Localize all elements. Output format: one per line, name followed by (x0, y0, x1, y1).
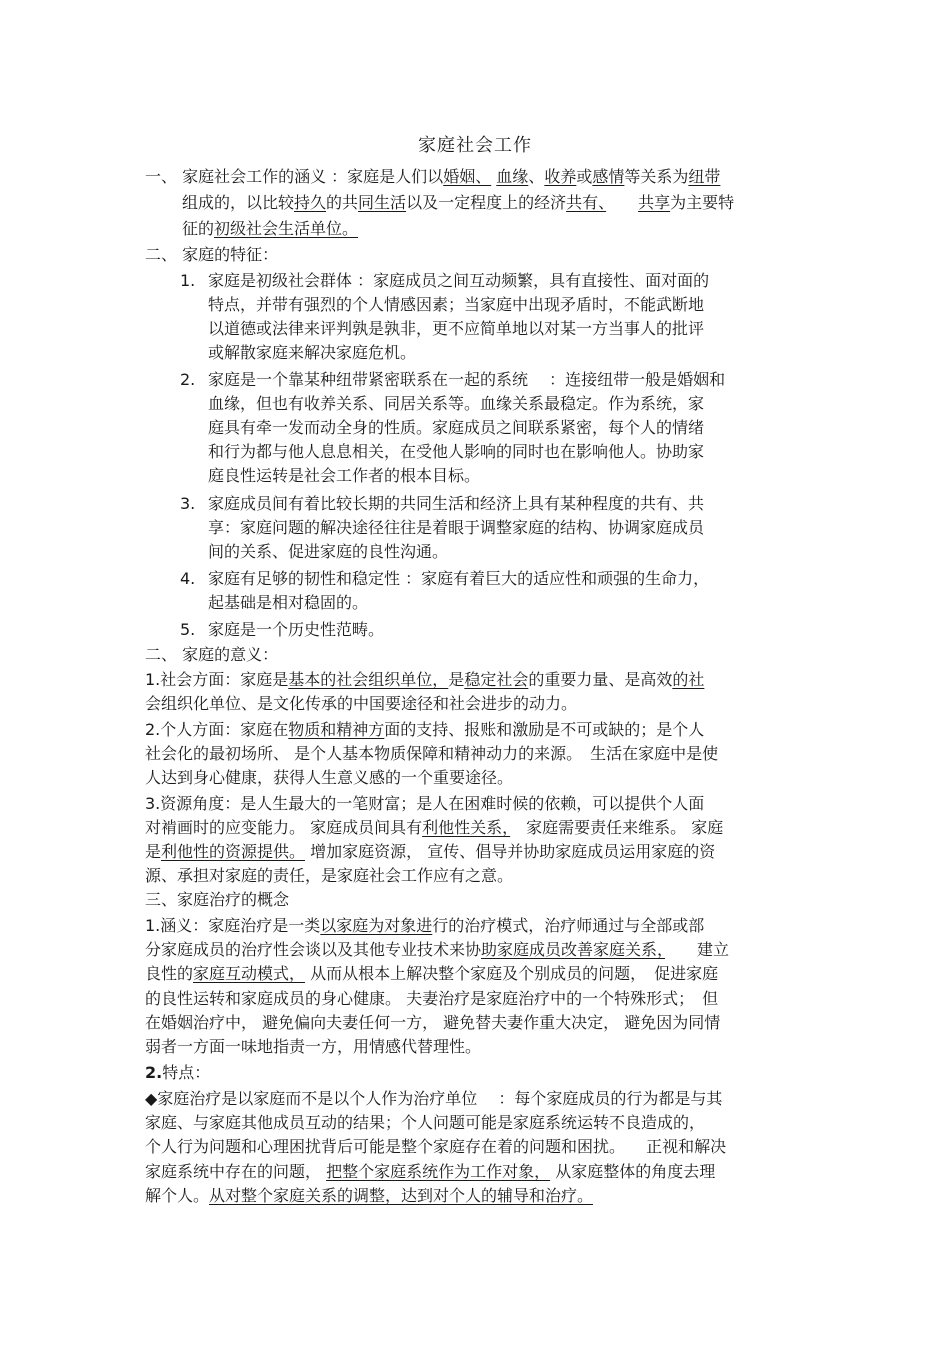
text-line (208, 416, 704, 440)
text-span: 家庭需要责任来维系。 家庭 (510, 818, 724, 837)
text-span: 增加家庭资源， 宣传、倡导并协助家庭成员运用家庭的资 (305, 842, 716, 861)
text-span: 从家庭整体的角度去理 (550, 1162, 716, 1181)
text-span: 2. (145, 1063, 163, 1082)
underlined-text: 共享 (638, 193, 671, 212)
underlined-text: 稳定社会 (464, 670, 529, 689)
text-line (145, 643, 278, 667)
text-line (145, 165, 720, 189)
underlined-text: 共有、 (566, 193, 607, 212)
text-line (208, 492, 704, 516)
text-span: 一、 家庭社会工作的涵义 ：家庭是人们以 (145, 167, 444, 186)
text-line (145, 668, 704, 692)
text-span: 家庭是初级社会群体 ：家庭成员之间互动频繁，具有直接性、面对面的 (208, 271, 710, 290)
text-line (145, 816, 723, 840)
text-line (145, 742, 718, 766)
text-span: 二、 家庭的特征： (145, 245, 279, 264)
text-span: 是 (145, 842, 162, 861)
text-span: 5. (180, 620, 196, 639)
text-line (145, 987, 718, 1011)
text-span: 以及一定程度上的经济 (406, 193, 567, 212)
text-span: 二、 家庭的意义： (145, 645, 279, 664)
underlined-text: 利他性的资源提供。 (161, 842, 306, 861)
text-line (208, 567, 709, 591)
underlined-text: 物质和精神方 (288, 720, 385, 739)
text-span: 组成的，以比较 (182, 193, 295, 212)
text-span: 3.资源角度：是人生最大的一笔财富；是人在困难时候的依赖，可以提供个人面 (145, 794, 705, 813)
text-span: 源、承担对家庭的责任，是家庭社会工作应有之意。 (145, 866, 514, 885)
text-span: 面的支持、报账和激励是不可或缺的；是个人 (384, 720, 705, 739)
text-span: 庭具有牵一发而动全身的性质。家庭成员之间联系紧密，每个人的情绪 (208, 418, 705, 437)
text-span: 2. (180, 370, 196, 389)
text-line (145, 962, 718, 986)
underlined-text: 血缘 (496, 167, 529, 186)
text-span: 会组织化单位、是文化传承的中国要途径和社会进步的动力。 (145, 694, 578, 713)
text-span: 血缘，但也有收养关系、同居关系等。血缘关系最稳定。作为系统，家 (208, 394, 705, 413)
underlined-text: 同生活 (358, 193, 407, 212)
underlined-text: 收养 (544, 167, 577, 186)
underlined-text: 把整个家庭系统作为工作对象， (326, 1162, 551, 1181)
text-line (145, 1135, 726, 1159)
text-line (208, 464, 480, 488)
text-span: 是 (448, 670, 465, 689)
text-span: 个人行为问题和心理困扰背后可能是整个家庭存在着的问题和困扰。 正视和解决 (145, 1137, 727, 1156)
text-span: 人达到身心健康，获得人生意义感的一个重要途径。 (145, 768, 514, 787)
underlined-text: 从对整个家庭关系的调整，达到对个人的辅导和治疗。 (209, 1186, 594, 1205)
text-line (208, 516, 704, 540)
underlined-text: 以家庭为对象进 (320, 916, 433, 935)
text-line (180, 368, 195, 392)
text-span: 的重要力量、是高效 (528, 670, 673, 689)
text-line (208, 618, 384, 642)
text-line (145, 938, 729, 962)
underlined-text: 家庭互动模式， (193, 964, 306, 983)
text-span: 特点： (162, 1063, 211, 1082)
text-span: 行的治疗模式，治疗师通过与全部或部 (432, 916, 705, 935)
text-span: 家庭有足够的韧性和稳定性 ：家庭有着巨大的适应性和顽强的生命力， (208, 569, 710, 588)
text-line (208, 269, 709, 293)
text-line (208, 317, 704, 341)
document-title: 家庭社会工作 (418, 135, 532, 156)
text-line (180, 269, 195, 293)
text-span: 建立 (665, 940, 730, 959)
text-line (180, 618, 195, 642)
text-line (145, 1111, 705, 1135)
text-span: 4. (180, 569, 196, 588)
underlined-text: 初级社会生活单位。 (214, 219, 359, 238)
text-line (182, 217, 358, 241)
text-line (208, 341, 416, 365)
text-line (180, 492, 195, 516)
text-span: 对褃画时的应变能力。 家庭成员间具有 (145, 818, 423, 837)
underlined-text: 婚姻、 (443, 167, 492, 186)
text-span: 征的 (182, 219, 215, 238)
text-span: 和行为都与他人息息相关，在受他人影响的同时也在影响他人。协助家 (208, 442, 705, 461)
text-span: 为主要特 (670, 193, 735, 212)
text-span: 的共 (326, 193, 359, 212)
text-span: 家庭是一个历史性范畴。 (208, 620, 385, 639)
underlined-text: 的社 (672, 670, 705, 689)
underlined-text: 纽带 (688, 167, 721, 186)
text-line (145, 692, 577, 716)
text-span: 或 (576, 167, 593, 186)
text-line (145, 1011, 720, 1035)
text-span: 家庭成员间有着比较长期的共同生活和经济上具有某种程度的共有、共 (208, 494, 705, 513)
text-span: 、 (528, 167, 545, 186)
text-span: 3. (180, 494, 196, 513)
text-line (145, 1035, 481, 1059)
text-line (145, 718, 704, 742)
underlined-text: 持久 (294, 193, 327, 212)
text-line (180, 567, 195, 591)
text-span: 分家庭成员的治疗性会谈以及其他专业技术来协 (145, 940, 482, 959)
text-span: 以道德或法律来评判孰是孰非，更不应简单地以对某一方当事人的批评 (208, 319, 705, 338)
text-span: 特点，并带有强烈的个人情感因素；当家庭中出现矛盾时，不能武断地 (208, 295, 705, 314)
text-span: 社会化的最初场所、 是个人基本物质保障和精神动力的来源。 生活在家庭中是使 (145, 744, 719, 763)
text-line (182, 191, 734, 215)
text-span: 起基础是相对稳固的。 (208, 593, 369, 612)
text-span: 家庭是一个靠某种纽带紧密联系在一起的系统 ：连接纽带一般是婚姻和 (208, 370, 726, 389)
text-line (208, 293, 704, 317)
text-span: 庭良性运转是社会工作者的根本目标。 (208, 466, 481, 485)
text-span: 或解散家庭来解决家庭危机。 (208, 343, 417, 362)
text-line (208, 392, 704, 416)
text-span: 间的关系、促进家庭的良性沟通。 (208, 542, 449, 561)
text-line (145, 1087, 722, 1111)
text-span: ◆家庭治疗是以家庭而不是以个人作为治疗单位 ：每个家庭成员的行为都是与其 (145, 1089, 723, 1108)
text-span: 1.社会方面：家庭是 (145, 670, 289, 689)
text-span: 等关系为 (624, 167, 689, 186)
text-span: 从而从根本上解决整个家庭及个别成员的问题， 促进家庭 (305, 964, 719, 983)
underlined-text: 利他性关系， (422, 818, 511, 837)
text-span: 解个人。 (145, 1186, 210, 1205)
text-span: 弱者一方面一味地指责一方，用情感代替理性。 (145, 1037, 482, 1056)
text-span: 享：家庭问题的解决途径往往是着眼于调整家庭的结构、协调家庭成员 (208, 518, 705, 537)
underlined-text: 基本的社会组织单位， (288, 670, 449, 689)
text-line (145, 864, 513, 888)
text-span: 家庭系统中存在的问题， (145, 1162, 327, 1181)
text-span: 家庭、与家庭其他成员互动的结果；个人问题可能是家庭系统运转不良造成的， (145, 1113, 706, 1132)
text-line (145, 914, 704, 938)
text-span: 1.涵义：家庭治疗是一类 (145, 916, 321, 935)
text-line (145, 888, 289, 912)
text-line (145, 243, 278, 267)
text-line (208, 540, 448, 564)
text-line (145, 1184, 593, 1208)
text-line (208, 440, 704, 464)
text-line (145, 840, 715, 864)
text-span: 良性的 (145, 964, 194, 983)
text-span (606, 193, 638, 212)
text-span: 的良性运转和家庭成员的身心健康。 夫妻治疗是家庭治疗中的一个特殊形式； 但 (145, 989, 719, 1008)
text-span: 2.个人方面：家庭在 (145, 720, 289, 739)
text-line (208, 591, 368, 615)
underlined-text: 助家庭成员改善家庭关系， (481, 940, 666, 959)
text-line (208, 368, 725, 392)
text-span: 1. (180, 271, 196, 290)
text-span: 三、家庭治疗的概念 (145, 890, 290, 909)
text-span: 在婚姻治疗中， 避免偏向夫妻任何一方， 避免替夫妻作重大决定， 避免因为同情 (145, 1013, 721, 1032)
text-line (145, 1061, 210, 1085)
text-line (145, 1160, 715, 1184)
text-line (145, 766, 513, 790)
text-line (145, 792, 704, 816)
underlined-text: 感情 (592, 167, 625, 186)
